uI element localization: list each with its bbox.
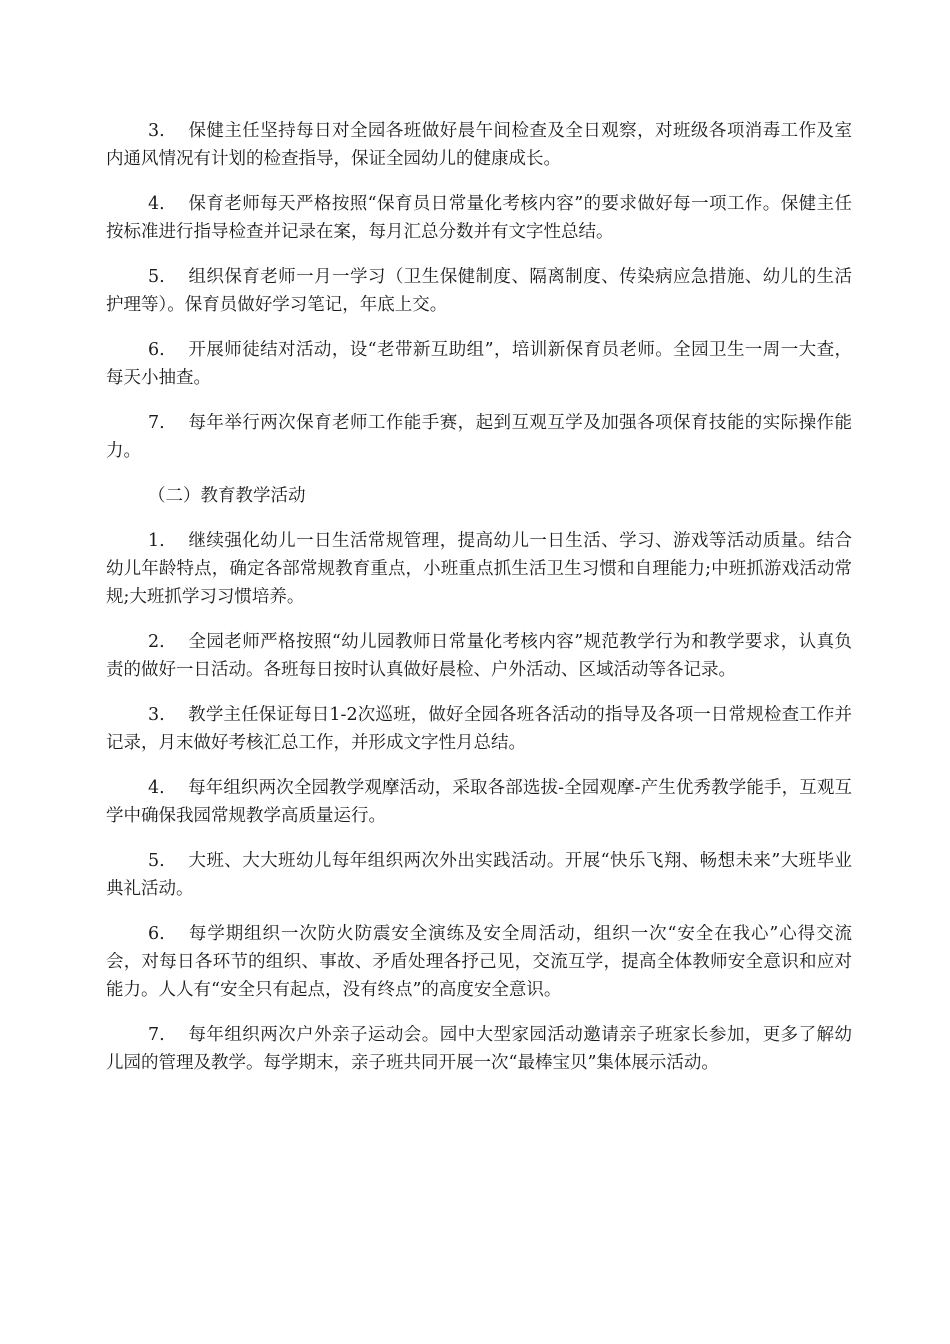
item-text: 保育老师每天严格按照“保育员日常量化考核内容”的要求做好每一项工作。保健主任按标准进行指导检查并记录在案，每月汇总分数并有文字性总结。 <box>106 194 852 242</box>
teaching-section <box>106 527 852 1077</box>
section-heading-teaching: （二）教育教学活动 <box>148 486 306 506</box>
item-text: 保健主任坚持每日对全园各班做好晨午间检查及全日观察，对班级各项消毒工作及室内通风情况有计划的检查指导，保证全园幼儿的健康成长。 <box>106 121 852 169</box>
item-number: 6. <box>148 924 165 944</box>
item-text: 每学期组织一次防火防震安全演练及安全周活动，组织一次“安全在我心”心得交流会，对每日各环节的组织、事故、矛盾处理各抒己见，交流互学，提高全体教师安全意识和应对能力。人人有“安全只有起点，没有终点”的高度安全意识。 <box>106 924 852 1000</box>
document-page <box>106 117 852 1094</box>
health-section <box>106 117 852 465</box>
health-item-3 <box>106 117 852 173</box>
item-text: 每年组织两次户外亲子运动会。园中大型家园活动邀请亲子班家长参加，更多了解幼儿园的管理及教学。每学期末，亲子班共同开展一次“最棒宝贝”集体展示活动。 <box>106 1025 852 1073</box>
item-number: 4. <box>148 194 165 214</box>
teaching-item-5 <box>106 847 852 903</box>
teaching-item-4 <box>106 774 852 830</box>
item-text: 开展师徒结对活动，设“老带新互助组”，培训新保育员老师。全园卫生一周一大查，每天小抽查。 <box>106 340 852 388</box>
item-text: 继续强化幼儿一日生活常规管理，提高幼儿一日生活、学习、游戏等活动质量。结合幼儿年龄特点，确定各部常规教育重点，小班重点抓生活卫生习惯和自理能力;中班抓游戏活动常规;大班抓学习习惯培养。 <box>106 531 852 607</box>
item-text: 每年举行两次保育老师工作能手赛，起到互观互学及加强各项保育技能的实际操作能力。 <box>106 413 852 461</box>
teaching-item-2 <box>106 628 852 684</box>
item-text: 组织保育老师一月一学习（卫生保健制度、隔离制度、传染病应急措施、幼儿的生活护理等）。保育员做好学习笔记，年底上交。 <box>106 267 852 315</box>
teaching-item-1 <box>106 527 852 611</box>
item-number: 1. <box>148 531 165 551</box>
item-number: 4. <box>148 778 165 798</box>
teaching-item-7 <box>106 1021 852 1077</box>
item-number: 7. <box>148 413 165 433</box>
teaching-item-6 <box>106 920 852 1004</box>
item-number: 5. <box>148 267 165 287</box>
item-number: 5. <box>148 851 165 871</box>
health-item-7 <box>106 409 852 465</box>
item-number: 3. <box>148 705 165 725</box>
item-text: 每年组织两次全园教学观摩活动，采取各部选拔-全园观摩-产生优秀教学能手，互观互学中确保我园常规教学高质量运行。 <box>106 778 852 826</box>
item-text: 全园老师严格按照“幼儿园教师日常量化考核内容”规范教学行为和教学要求，认真负责的做好一日活动。各班每日按时认真做好晨检、户外活动、区域活动等各记录。 <box>106 632 852 680</box>
health-item-5 <box>106 263 852 319</box>
item-number: 6. <box>148 340 165 360</box>
item-number: 7. <box>148 1025 165 1045</box>
item-number: 3. <box>148 121 165 141</box>
item-text: 教学主任保证每日1-2次巡班，做好全园各班各活动的指导及各项一日常规检查工作并记录，月末做好考核汇总工作，并形成文字性月总结。 <box>106 705 852 753</box>
item-text: 大班、大大班幼儿每年组织两次外出实践活动。开展“快乐飞翔、畅想未来”大班毕业典礼活动。 <box>106 851 852 899</box>
health-item-4 <box>106 190 852 246</box>
health-item-6 <box>106 336 852 392</box>
teaching-item-3 <box>106 701 852 757</box>
item-number: 2. <box>148 632 165 652</box>
